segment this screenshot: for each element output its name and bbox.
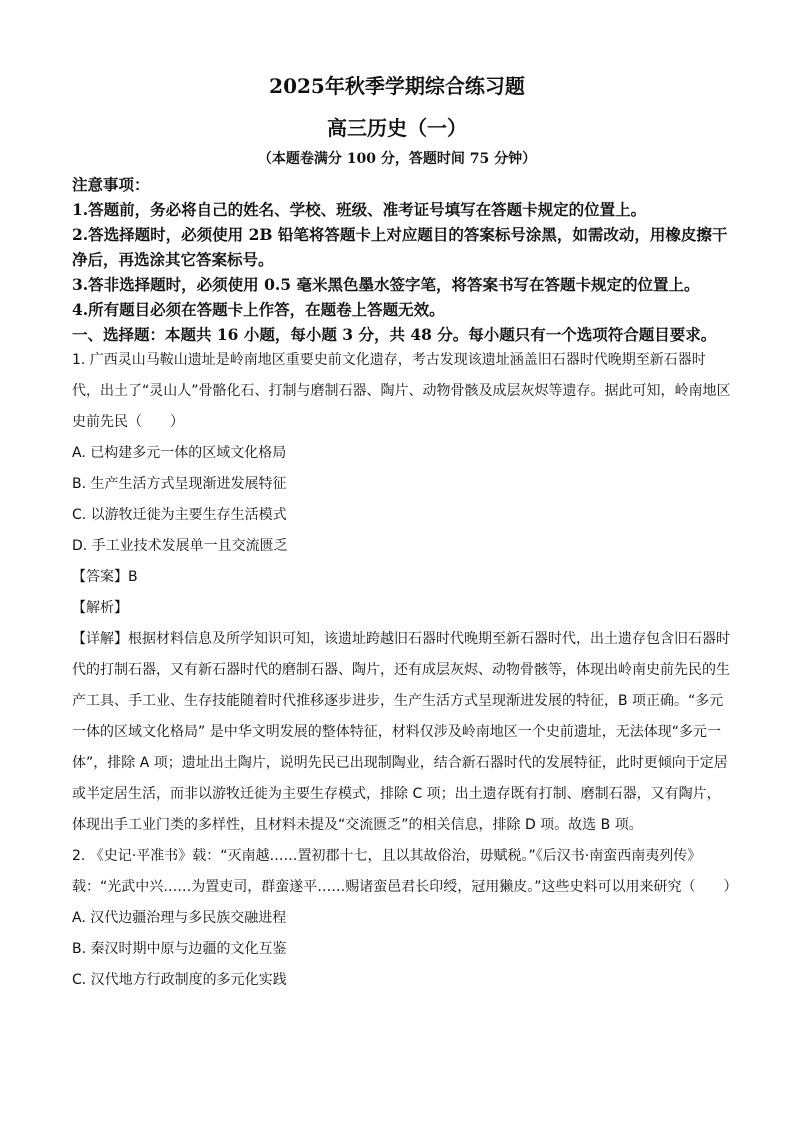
detail-label: 【详解】 bbox=[72, 631, 128, 647]
answer-label: 【答案】 bbox=[72, 569, 128, 585]
question-body bbox=[72, 345, 738, 996]
question-1-stem: 1. 广西灵山马鞍山遗址是岭南地区重要史前文化遗存，考古发现该遗址涵盖旧石器时代晚期至新石器时代，出土了“灵山人”骨骼化石、打制与磨制石器、陶片、动物骨骸及成层灰烬等遗存。据此可知，岭南地区史前先民（ ） bbox=[72, 352, 731, 430]
detail-text: 根据材料信息及所学知识可知，该遗址跨越旧石器时代晚期至新石器时代，出土遗存包含旧石器时代的打制石器，又有新石器时代的磨制石器、陶片，还有成层灰烬、动物骨骸等，体现出岭南史前先民的生产工具、手工业、生存技能随着时代推移逐步进步，生产生活方式呈现渐进发展的特征，B 项正确。“多元一体的区域文化格局” 是中华文明发展的整体特征，材料仅涉及岭南地区一个史前遗址，无法体现“多元一体”，排除 A 项；遗址出土陶片，说明先民已出现制陶业，结合新石器时代的发展特征，此时更倾向于定居或半定居生活，而非以游牧迁徙为主要生存模式，排除 C 项；出土遗存既有打制、磨制石器，又有陶片，体现出手工业门类的多样性，且材料未提及“交流匮乏”的相关信息，排除 D 项。故选 B 项。 bbox=[72, 631, 730, 833]
question-1-option-a: A. 已构建多元一体的区域文化格局 bbox=[72, 445, 287, 461]
notes-block bbox=[72, 172, 732, 347]
question-1-option-b: B. 生产生活方式呈现渐进发展特征 bbox=[72, 476, 287, 492]
answer-value: B bbox=[128, 569, 138, 585]
note-item: 3.答非选择题时，必须使用 0.5 毫米黑色墨水签字笔，将答案书写在答题卡规定的位置上。 bbox=[72, 275, 700, 294]
question-2-option-b: B. 秦汉时期中原与边疆的文化互鉴 bbox=[72, 941, 287, 957]
question-1-option-d: D. 手工业技术发展单一且交流匮乏 bbox=[72, 538, 288, 554]
note-item: 4.所有题目必须在答题卡上作答，在题卷上答题无效。 bbox=[72, 300, 445, 319]
exam-title: 2025年秋季学期综合练习题 bbox=[269, 74, 525, 98]
note-item: 1.答题前，务必将自己的姓名、学校、班级、准考证号填写在答题卡规定的位置上。 bbox=[72, 200, 647, 219]
analysis-label: 【解析】 bbox=[72, 600, 128, 616]
notes-heading: 注意事项： bbox=[72, 175, 150, 194]
exam-info: （本题卷满分 100 分，答题时间 75 分钟） bbox=[257, 151, 537, 167]
question-2-option-c: C. 汉代地方行政制度的多元化实践 bbox=[72, 972, 287, 988]
question-2-option-a: A. 汉代边疆治理与多民族交融进程 bbox=[72, 910, 287, 926]
note-item: 2.答选择题时，必须使用 2B 铅笔将答题卡上对应题目的答案标号涂黑，如需改动，用橡皮擦干净后，再选涂其它答案标号。 bbox=[72, 225, 728, 269]
answer-line bbox=[72, 562, 732, 593]
question-2-stem: 2. 《史记·平准书》载：“灭南越……置初郡十七，且以其故俗治，毋赋税。”《后汉书·南蛮西南夷列传》载：“光武中兴……为置吏司，群蛮遂平……赐诸蛮邑君长印绶，冠用獭皮。”这些史料可以用来研究（ ） bbox=[72, 848, 738, 895]
subject-title: 高三历史（一） bbox=[327, 116, 467, 140]
section-heading: 一、选择题：本题共 16 小题，每小题 3 分，共 48 分。每小题只有一个选项符合题目要求。 bbox=[72, 325, 717, 344]
detail-paragraph bbox=[72, 624, 732, 841]
question-1-option-c: C. 以游牧迁徙为主要生存生活模式 bbox=[72, 507, 287, 523]
